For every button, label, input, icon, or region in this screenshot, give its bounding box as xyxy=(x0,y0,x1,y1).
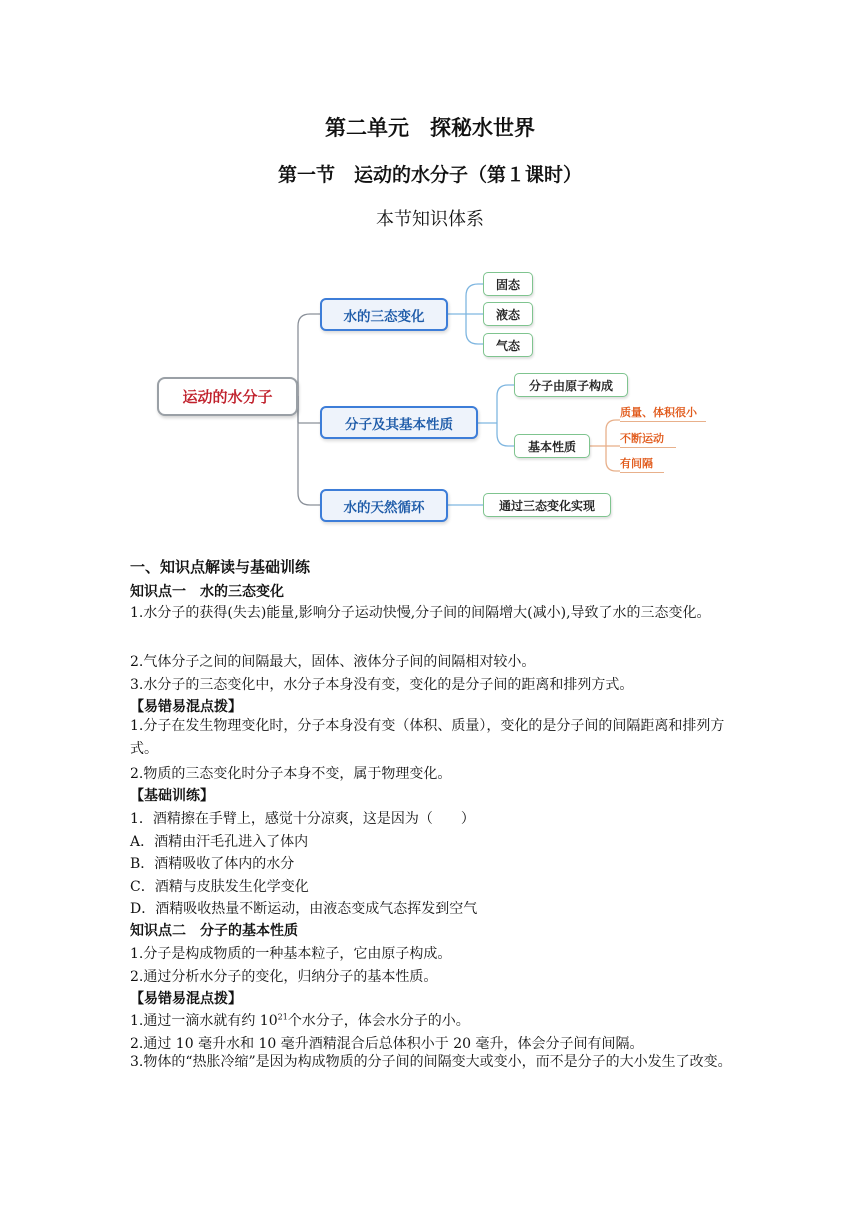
mindmap-branch-water-cycle: 水的天然循环 xyxy=(320,489,448,522)
mindmap-node-made-of-atoms: 分子由原子构成 xyxy=(514,373,628,397)
mindmap-branch-molecule-properties: 分子及其基本性质 xyxy=(320,406,478,439)
kp2-tip-3: 3.物体的“热胀冷缩”是因为构成物质的分子间的间隔变大或变小，而不是分子的大小发生了改变。 xyxy=(130,1054,732,1070)
mindmap-node-via-state-change: 通过三态变化实现 xyxy=(483,493,611,517)
connector-root-branch3 xyxy=(298,396,320,505)
mindmap-prop-constant-motion: 不断运动 xyxy=(620,430,676,448)
kp1-point-1: 1.水分子的获得(失去)能量,影响分子运动快慢,分子间的间隔增大(减小),导致了水的三态变化。 xyxy=(130,605,711,621)
kp1-training-heading: 【基础训练】 xyxy=(130,788,214,804)
mindmap-node-basic-properties: 基本性质 xyxy=(514,434,590,458)
kp2-tip-2: 2.通过 10 毫升水和 10 毫升酒精混合后总体积小于 20 毫升，体会分子间有间隔。 xyxy=(130,1036,644,1052)
mindmap-node-solid: 固态 xyxy=(483,272,533,296)
knowledge-system-title: 本节知识体系 xyxy=(376,209,484,230)
kp1-tip-heading: 【易错易混点拨】 xyxy=(130,699,242,715)
kp2-tip-1-text: 1.通过一滴水就有约 10 xyxy=(130,1013,278,1029)
kp1-tip-2: 2.物质的三态变化时分子本身不变，属于物理变化。 xyxy=(130,766,452,782)
kp2-tip-heading: 【易错易混点拨】 xyxy=(130,991,242,1007)
kp2-heading: 知识点二 分子的基本性质 xyxy=(130,923,298,939)
mindmap-node-liquid: 液态 xyxy=(483,302,533,326)
kp1-heading: 知识点一 水的三态变化 xyxy=(130,584,284,600)
connector-root-branch1 xyxy=(298,314,320,396)
section-heading: 一、知识点解读与基础训练 xyxy=(130,558,311,576)
question-1-option-c: C．酒精与皮肤发生化学变化 xyxy=(130,879,309,895)
mind-map xyxy=(0,0,860,540)
kp1-point-2: 2.气体分子之间的间隔最大，固体、液体分子间的间隔相对较小。 xyxy=(130,654,536,670)
kp2-point-1: 1.分子是构成物质的一种基本粒子，它由原子构成。 xyxy=(130,946,452,962)
mindmap-branch-three-states: 水的三态变化 xyxy=(320,298,448,331)
kp2-tip-1 xyxy=(130,1010,740,1030)
mindmap-root: 运动的水分子 xyxy=(157,377,298,416)
mindmap-node-gas: 气态 xyxy=(483,333,533,357)
mindmap-prop-small-mass-volume: 质量、体积很小 xyxy=(620,404,706,422)
question-1-option-a: A．酒精由汗毛孔进入了体内 xyxy=(130,834,309,850)
kp1-point-3: 3.水分子的三态变化中，水分子本身没有变，变化的是分子间的距离和排列方式。 xyxy=(130,677,634,693)
question-1-option-b: B．酒精吸收了体内的水分 xyxy=(130,856,295,872)
kp2-point-2: 2.通过分析水分子的变化，归纳分子的基本性质。 xyxy=(130,969,438,985)
connector-root-branch2 xyxy=(298,396,320,423)
question-1-option-d: D．酒精吸收热量不断运动，由液态变成气态挥发到空气 xyxy=(130,901,478,917)
mindmap-prop-has-gaps: 有间隔 xyxy=(620,455,664,473)
kp2-tip-1-exponent: 21 xyxy=(277,1012,288,1022)
unit-title: 第二单元 探秘水世界 xyxy=(325,116,535,140)
kp1-tip-1: 1.分子在发生物理变化时，分子本身没有变（体积、质量），变化的是分子间的间隔距离和排列方式。 xyxy=(130,718,725,757)
mind-map-connectors xyxy=(0,0,860,540)
section-title: 第一节 运动的水分子（第１课时） xyxy=(277,164,582,186)
question-1: 1．酒精擦在手臂上，感觉十分凉爽，这是因为（ ） xyxy=(130,811,475,827)
kp2-tip-1-text-end: 个水分子，体会水分子的小。 xyxy=(287,1013,470,1029)
